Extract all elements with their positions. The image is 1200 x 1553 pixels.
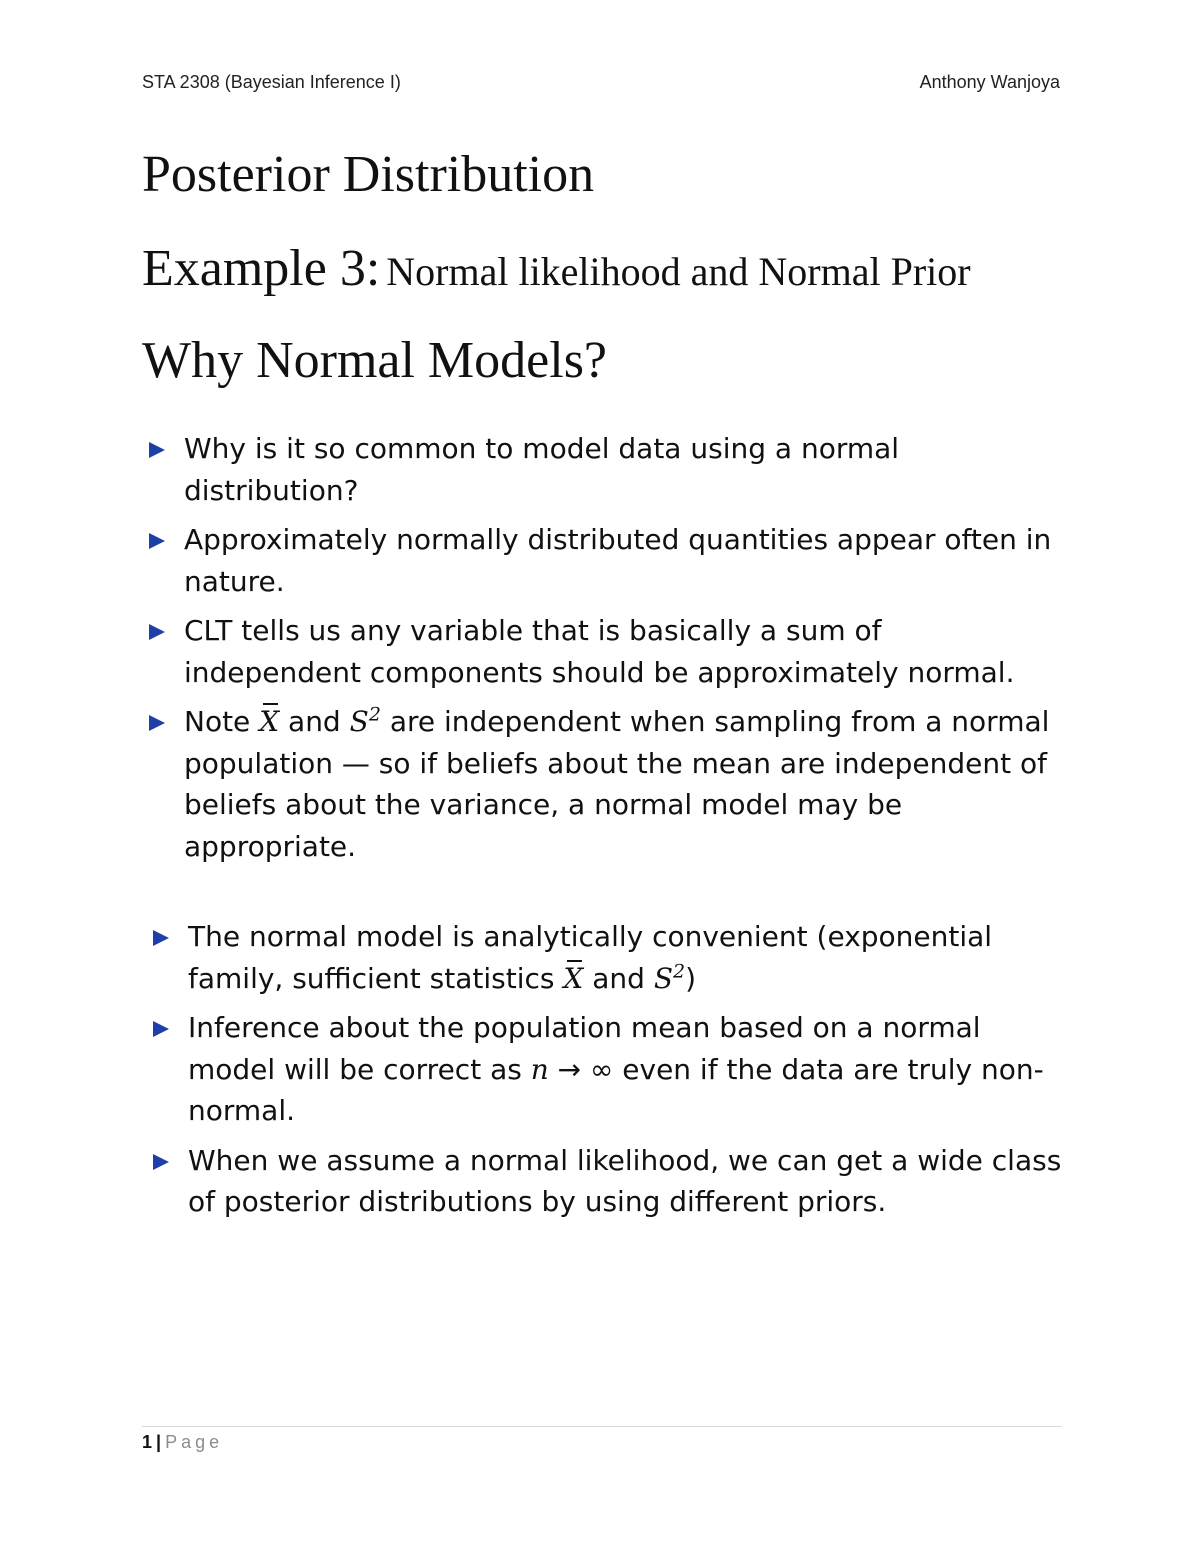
bullet-text-part: and xyxy=(288,705,341,738)
n-symbol: n xyxy=(530,1052,549,1086)
s-superscript: 2 xyxy=(673,960,686,983)
list-item xyxy=(150,916,1070,999)
s-superscript: 2 xyxy=(368,703,381,726)
list-item xyxy=(150,1007,1070,1132)
list-item xyxy=(146,428,1066,511)
xbar-symbol: X xyxy=(259,701,279,743)
s-letter: S xyxy=(653,961,673,995)
triangle-bullet-icon xyxy=(149,533,165,549)
footer-separator: | xyxy=(156,1432,162,1452)
bullet-text-part: are independent when sampling from a normal population — so if beliefs about the mean are independent of beliefs about the variance, a normal model may be appropriate. xyxy=(184,705,1050,863)
arrow-infinity-symbol: → ∞ xyxy=(557,1052,614,1086)
page-label: Page xyxy=(165,1432,224,1452)
triangle-bullet-icon xyxy=(149,715,165,731)
s-symbol xyxy=(350,705,381,738)
s-letter: S xyxy=(349,705,369,738)
bullet-list-2 xyxy=(150,916,1070,1231)
xbar-symbol: X xyxy=(563,958,583,1000)
bullet-text: CLT tells us any variable that is basically a sum of independent components should be approximately normal. xyxy=(184,614,1015,689)
page-title: Posterior Distribution xyxy=(142,146,595,203)
page-number: 1 xyxy=(142,1432,153,1452)
triangle-bullet-icon xyxy=(153,930,169,946)
header-course: STA 2308 (Bayesian Inference I) xyxy=(142,72,401,92)
example-text: Normal likelihood and Normal Prior xyxy=(386,249,971,294)
list-item xyxy=(146,610,1066,693)
footer-divider xyxy=(142,1426,1062,1427)
list-item xyxy=(146,519,1066,602)
triangle-bullet-icon xyxy=(153,1154,169,1170)
header-author: Anthony Wanjoya xyxy=(919,72,1060,92)
triangle-bullet-icon xyxy=(149,624,165,640)
list-item xyxy=(150,1140,1070,1223)
triangle-bullet-icon xyxy=(149,442,165,458)
bullet-text-part: The normal model is analytically convenient (exponential family, sufficient statistics xyxy=(188,920,993,995)
bullet-text-part: and xyxy=(592,961,645,995)
bullet-text: Why is it so common to model data using a normal distribution? xyxy=(184,432,900,507)
list-item xyxy=(146,701,1066,867)
bullet-text-part: Inference about the population mean based on a normal model will be correct as xyxy=(188,1011,981,1086)
bullet-text: When we assume a normal likelihood, we can get a wide class of posterior distributions by using different priors. xyxy=(188,1143,1062,1218)
section-heading: Why Normal Models? xyxy=(142,332,608,389)
s-symbol xyxy=(654,962,685,995)
bullet-text-part: Note xyxy=(184,705,251,738)
page-footer xyxy=(142,1432,223,1453)
bullet-text: Approximately normally distributed quantities appear often in nature. xyxy=(184,523,1052,598)
page-header xyxy=(142,72,1060,98)
example-prefix: Example 3: xyxy=(142,240,381,297)
bullet-text-part: ) xyxy=(685,961,697,995)
bullet-text-part: even if the data are truly non-normal. xyxy=(188,1052,1044,1127)
triangle-bullet-icon xyxy=(153,1021,169,1037)
example-heading xyxy=(142,234,971,313)
bullet-list-1 xyxy=(146,428,1066,875)
